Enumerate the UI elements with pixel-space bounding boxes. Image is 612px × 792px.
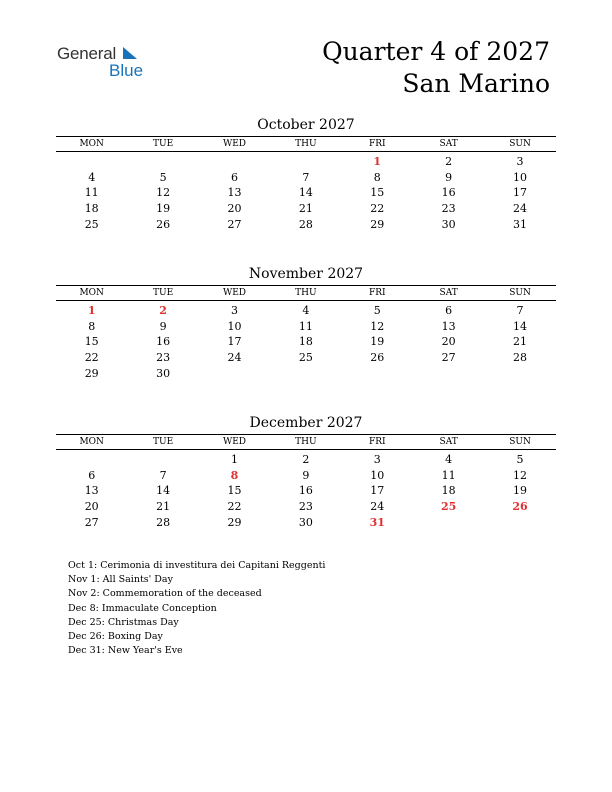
day-cell: 3 <box>230 304 238 317</box>
month-calendar <box>56 115 556 232</box>
month-title: December 2027 <box>249 415 363 431</box>
logo-blue-text: Blue <box>109 61 144 80</box>
holiday-note: Nov 1: All Saints' Day <box>68 574 173 586</box>
holiday-note: Oct 1: Cerimonia di investitura dei Capitani Reggenti <box>68 560 326 571</box>
day-cell: 17 <box>513 186 528 200</box>
day-cell: 19 <box>513 484 528 498</box>
day-cell: 27 <box>227 217 242 231</box>
week-row <box>56 452 556 468</box>
title-quarter: Quarter 4 of 2027 <box>322 37 550 66</box>
weekday-label: THU <box>295 288 317 298</box>
day-cell: 23 <box>298 500 313 514</box>
day-cell: 24 <box>513 202 528 216</box>
weekday-label: SAT <box>439 288 458 298</box>
day-cell: 18 <box>441 484 456 498</box>
day-cell: 16 <box>156 335 171 349</box>
week-row <box>56 170 556 186</box>
holiday-day-cell: 25 <box>440 500 457 514</box>
day-cell: 9 <box>302 468 310 482</box>
day-cell: 10 <box>227 319 242 333</box>
day-cell: 1 <box>230 453 238 466</box>
day-cell: 11 <box>441 468 456 482</box>
day-cell: 9 <box>445 170 453 184</box>
day-cell: 9 <box>159 319 167 333</box>
day-cell: 7 <box>516 304 524 317</box>
day-cell: 20 <box>227 202 242 216</box>
day-cell: 6 <box>230 170 238 184</box>
day-cell: 2 <box>302 453 310 466</box>
day-cell: 11 <box>298 319 313 333</box>
day-cell: 21 <box>156 500 171 514</box>
day-cell: 16 <box>298 484 313 498</box>
week-row <box>56 334 556 350</box>
holiday-note: Dec 8: Immaculate Conception <box>68 602 217 614</box>
day-cell: 29 <box>227 515 242 529</box>
day-cell: 6 <box>88 468 96 482</box>
day-cell: 13 <box>441 319 456 333</box>
day-cell: 5 <box>373 304 381 317</box>
day-cell: 30 <box>441 217 456 231</box>
weekday-label: WED <box>222 288 246 298</box>
day-cell: 18 <box>298 335 313 349</box>
day-cell: 22 <box>84 351 99 365</box>
day-cell: 12 <box>156 186 171 200</box>
day-cell <box>413 515 484 531</box>
day-cell: 30 <box>298 515 313 529</box>
day-cell: 28 <box>156 515 171 529</box>
holiday-note: Dec 25: Christmas Day <box>68 616 179 628</box>
day-cell: 15 <box>227 484 242 498</box>
day-cell: 3 <box>373 453 381 466</box>
day-cell: 19 <box>370 335 385 349</box>
day-cell: 18 <box>84 202 99 216</box>
day-cell: 8 <box>373 170 381 184</box>
day-cell: 17 <box>370 484 385 498</box>
day-cell: 28 <box>513 351 528 365</box>
day-cell: 19 <box>156 202 171 216</box>
logo-triangle-icon <box>123 47 137 59</box>
holiday-day-cell: 31 <box>369 515 385 529</box>
day-cell: 2 <box>445 155 453 168</box>
day-cell: 10 <box>370 468 385 482</box>
week-row <box>56 499 556 515</box>
week-row <box>56 483 556 499</box>
weekday-header <box>56 136 556 152</box>
logo-general-text: General <box>57 44 117 63</box>
day-cell: 22 <box>370 202 385 216</box>
weekday-label: MON <box>79 437 104 447</box>
day-cell: 15 <box>370 186 385 200</box>
day-cell: 10 <box>513 170 528 184</box>
month-title: November 2027 <box>248 266 364 282</box>
week-row <box>56 217 556 233</box>
day-cell: 25 <box>84 217 99 231</box>
week-row <box>56 468 556 484</box>
day-cell: 5 <box>159 170 167 184</box>
day-cell: 17 <box>227 335 242 349</box>
day-cell <box>56 452 127 468</box>
day-cell <box>484 366 555 382</box>
day-cell: 21 <box>513 335 528 349</box>
day-cell: 29 <box>84 366 99 380</box>
day-cell: 27 <box>84 515 99 529</box>
day-cell: 28 <box>298 217 313 231</box>
weekday-label: SUN <box>509 288 531 298</box>
day-cell: 8 <box>88 319 96 333</box>
holiday-day-cell: 1 <box>87 304 96 317</box>
day-cell <box>342 366 413 382</box>
month-calendar <box>56 264 556 381</box>
day-cell <box>484 515 555 531</box>
week-row <box>56 154 556 170</box>
day-cell: 7 <box>302 170 310 184</box>
day-cell: 4 <box>88 170 96 184</box>
holiday-day-cell: 8 <box>230 468 239 482</box>
weekday-label: FRI <box>368 139 386 149</box>
week-row <box>56 303 556 319</box>
day-cell: 13 <box>227 186 242 200</box>
week-row <box>56 201 556 217</box>
day-cell <box>413 366 484 382</box>
day-cell: 24 <box>370 500 385 514</box>
page-title <box>322 36 550 100</box>
weekday-label: MON <box>79 288 104 298</box>
weekday-label: FRI <box>368 288 386 298</box>
day-cell <box>127 154 198 170</box>
weekday-label: SUN <box>509 437 531 447</box>
month-calendar <box>56 413 556 530</box>
day-cell: 5 <box>516 453 524 466</box>
day-cell: 21 <box>298 202 313 216</box>
day-cell: 3 <box>516 155 524 168</box>
week-row <box>56 185 556 201</box>
day-cell: 14 <box>513 319 528 333</box>
day-cell: 22 <box>227 500 242 514</box>
day-cell: 6 <box>445 304 453 317</box>
weekday-label: THU <box>295 139 317 149</box>
weekday-label: THU <box>295 437 317 447</box>
holiday-note: Nov 2: Commemoration of the deceased <box>68 588 262 600</box>
week-row <box>56 366 556 382</box>
day-cell: 4 <box>445 453 453 466</box>
day-cell: 29 <box>370 217 385 231</box>
holiday-note: Dec 31: New Year's Eve <box>68 645 183 657</box>
holiday-note: Dec 26: Boxing Day <box>68 631 163 643</box>
holiday-day-cell: 26 <box>512 500 528 514</box>
day-cell: 14 <box>156 484 171 498</box>
day-cell: 27 <box>441 351 456 365</box>
generalblue-logo <box>57 44 157 84</box>
day-cell: 20 <box>441 335 456 349</box>
day-cell: 11 <box>84 186 99 200</box>
weekday-label: TUE <box>153 139 174 149</box>
day-cell <box>270 366 341 382</box>
day-cell: 20 <box>84 500 99 514</box>
holiday-notes <box>68 559 325 658</box>
day-cell: 31 <box>513 217 528 231</box>
weekday-label: FRI <box>368 437 386 447</box>
weekday-label: TUE <box>153 288 174 298</box>
weekday-header <box>56 285 556 301</box>
day-cell: 13 <box>84 484 99 498</box>
day-cell <box>199 154 270 170</box>
day-cell: 12 <box>370 319 385 333</box>
day-cell <box>127 452 198 468</box>
day-cell: 7 <box>159 468 167 482</box>
day-cell: 23 <box>441 202 456 216</box>
day-cell: 26 <box>156 217 171 231</box>
day-cell: 26 <box>370 351 385 365</box>
holiday-day-cell: 2 <box>159 304 167 317</box>
weekday-label: TUE <box>153 437 174 447</box>
day-cell: 4 <box>302 304 310 317</box>
weekday-label: WED <box>222 437 246 447</box>
weekday-label: WED <box>222 139 246 149</box>
weekday-header <box>56 434 556 450</box>
day-cell <box>199 366 270 382</box>
day-cell: 24 <box>227 351 242 365</box>
day-cell: 16 <box>441 186 456 200</box>
day-cell: 25 <box>298 351 313 365</box>
day-cell: 15 <box>84 335 99 349</box>
week-row <box>56 515 556 531</box>
weekday-label: SAT <box>439 139 458 149</box>
day-cell <box>270 154 341 170</box>
weekday-label: MON <box>79 139 104 149</box>
title-country: San Marino <box>402 69 550 98</box>
day-cell: 12 <box>513 468 528 482</box>
week-row <box>56 319 556 335</box>
month-title: October 2027 <box>257 117 355 133</box>
weekday-label: SAT <box>439 437 458 447</box>
day-cell: 14 <box>298 186 313 200</box>
weekday-label: SUN <box>509 139 531 149</box>
day-cell: 30 <box>156 366 171 380</box>
day-cell: 23 <box>156 351 171 365</box>
holiday-day-cell: 1 <box>373 155 382 168</box>
week-row <box>56 350 556 366</box>
day-cell <box>56 154 127 170</box>
